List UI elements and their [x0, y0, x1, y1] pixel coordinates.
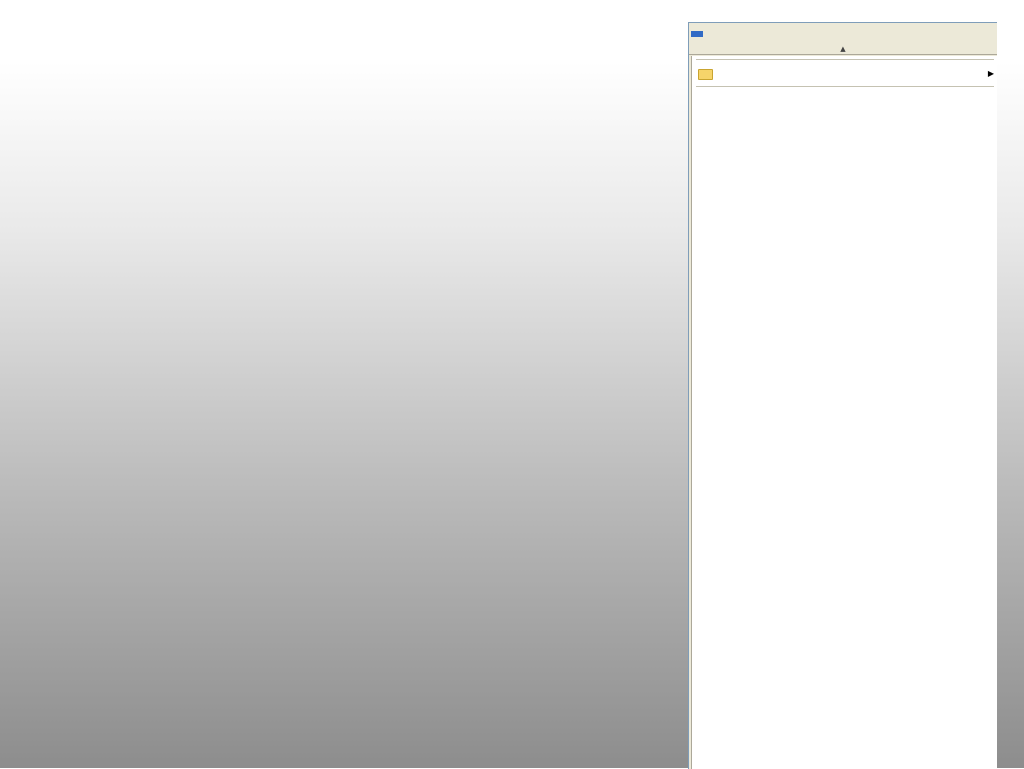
menu-bookmarks[interactable]	[691, 31, 703, 37]
menu-separator	[696, 86, 994, 87]
browser-window	[688, 22, 997, 769]
scroll-up-arrow-icon: ▲	[840, 45, 846, 53]
bookmarks-dropdown	[691, 56, 997, 769]
submenu-arrow-icon: ▶	[987, 68, 994, 78]
menu-scroll-up[interactable]	[689, 45, 997, 55]
folder-icon	[698, 69, 713, 80]
slide-body-text	[10, 72, 678, 78]
bookmarks-toolbar-folder[interactable]	[692, 63, 997, 83]
menu-tools[interactable]	[705, 31, 717, 37]
menu-help[interactable]	[719, 31, 731, 37]
menu-bar	[689, 23, 997, 45]
menu-separator	[696, 59, 994, 60]
